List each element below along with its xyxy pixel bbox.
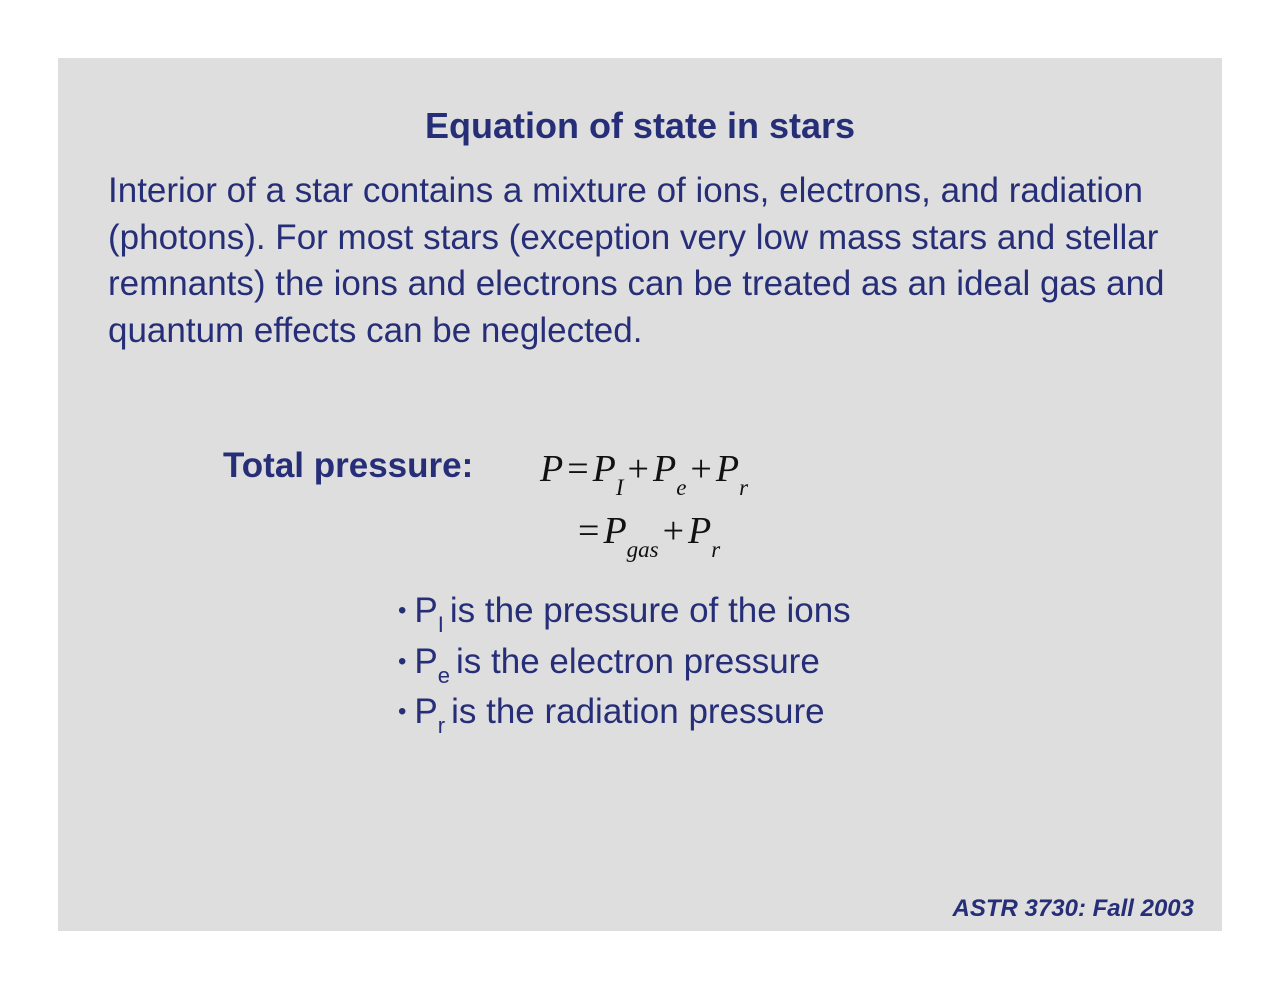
- eq2-term1-sub: gas: [626, 537, 659, 562]
- course-footer: ASTR 3730: Fall 2003: [952, 895, 1194, 922]
- eq1-term2-sub: e: [676, 475, 687, 500]
- bullet-subscript: e: [437, 662, 451, 688]
- eq2-term1: P: [603, 510, 627, 552]
- bullet-text: is the pressure of the ions: [449, 591, 851, 630]
- eq2-term2: P: [688, 510, 712, 552]
- eq1-lhs: P: [540, 448, 564, 490]
- slide: [58, 58, 1222, 931]
- bullet-text: is the electron pressure: [456, 641, 820, 681]
- bullet-marker: •: [398, 698, 407, 725]
- eq2-term2-sub: r: [711, 537, 721, 562]
- eq2-equals: =: [578, 510, 600, 552]
- eq1-equals: =: [567, 448, 589, 490]
- equation-line-1: [540, 447, 749, 500]
- bullet-subscript: I: [437, 612, 444, 637]
- bullet-symbol: P: [414, 641, 438, 681]
- eq1-term1: P: [592, 448, 616, 490]
- bullet-text: is the radiation pressure: [451, 692, 825, 731]
- slide-body-text: Interior of a star contains a mixture of ions, electrons, and radiation (photons). For most stars (exception very low mass stars and stellar remnants) the ions and electrons can be treated as an ideal gas and quantum effects can be neglected.: [108, 171, 1165, 350]
- list-item: [398, 689, 851, 740]
- eq1-term2: P: [652, 448, 677, 490]
- bullet-subscript: r: [437, 713, 446, 738]
- slide-title: Equation of state in stars: [424, 105, 856, 146]
- eq1-plus1: +: [627, 448, 649, 490]
- list-item: [398, 588, 851, 639]
- eq2-plus: +: [662, 510, 685, 552]
- total-pressure-label: Total pressure:: [223, 446, 474, 485]
- eq1-term1-sub: I: [615, 475, 624, 500]
- eq1-term3-sub: r: [739, 475, 749, 500]
- bullet-marker: •: [398, 647, 407, 675]
- eq1-term3: P: [715, 448, 740, 490]
- bullet-marker: •: [398, 597, 407, 624]
- bullet-symbol: P: [414, 591, 438, 630]
- pressure-definitions-list: [398, 588, 851, 740]
- eq1-plus2: +: [690, 448, 712, 490]
- list-item: [398, 639, 851, 690]
- bullet-symbol: P: [414, 692, 438, 731]
- equation-line-2: [574, 509, 721, 562]
